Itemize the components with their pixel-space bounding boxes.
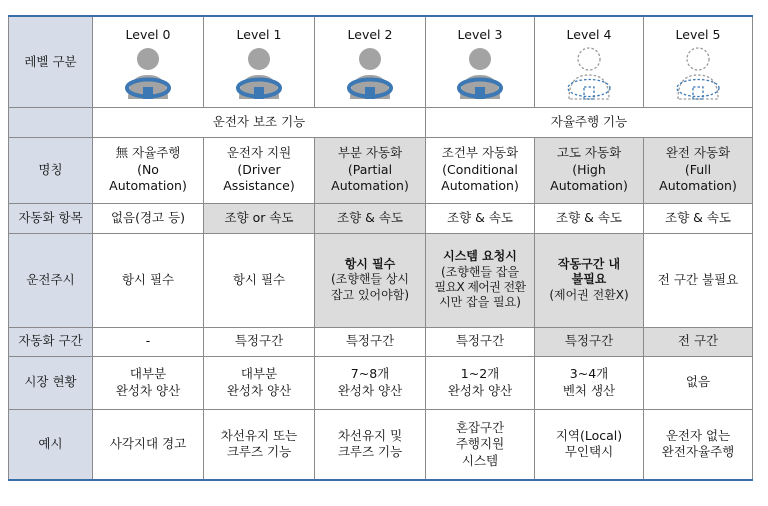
- group-driver-assist: 운전자 보조 기능: [93, 107, 426, 137]
- driver-attention-note: (조향핸들 상시: [330, 272, 410, 287]
- driver-attention-cell-1: 항시 필수: [204, 233, 315, 327]
- example-cell: 차선유지 및 크루즈 기능: [315, 409, 426, 480]
- driver-attention-cell-0: 항시 필수: [93, 233, 204, 327]
- driver-attention-bold: 항시 필수: [344, 256, 396, 271]
- level-row: [9, 16, 753, 107]
- name-en: (High: [572, 161, 606, 177]
- level-cell-2: [315, 16, 426, 107]
- driver-solid-icon: [228, 47, 290, 101]
- driver-solid-icon: [339, 47, 401, 101]
- driver-solid-icon: [117, 47, 179, 101]
- row-header-automation-item: 자동화 항목: [9, 203, 93, 233]
- driver-attention-bold: 불필요: [571, 272, 607, 287]
- level-label: Level 4: [566, 26, 612, 42]
- market-status-cell: 1~2개 완성차 양산: [426, 356, 535, 409]
- market-status-row: [9, 356, 753, 409]
- automation-item-cell: 조향 or 속도: [204, 203, 315, 233]
- automation-section-cell: 전 구간: [644, 327, 753, 356]
- automation-section-row: [9, 327, 753, 356]
- level-cell-0: [93, 16, 204, 107]
- driver-attention-cell-3: [426, 233, 535, 327]
- name-ko: 완전 자동화: [665, 145, 731, 161]
- name-ko: 조건부 자동화: [441, 145, 519, 161]
- driver-attention-cell-2: [315, 233, 426, 327]
- automation-item-cell: 없음(경고 등): [93, 203, 204, 233]
- name-en: Assistance): [223, 178, 295, 194]
- driver-dashed-icon: [558, 47, 620, 101]
- name-en: (Driver: [237, 161, 281, 177]
- driver-solid-icon: [449, 47, 511, 101]
- driver-attention-cell-4: [535, 233, 644, 327]
- market-status-cell: 없음: [644, 356, 753, 409]
- name-en: Automation): [441, 178, 519, 194]
- example-row: [9, 409, 753, 480]
- name-ko: 無 자율주행: [115, 145, 181, 161]
- row-header-market-status: 시장 현황: [9, 356, 93, 409]
- level-cell-5: [644, 16, 753, 107]
- driver-attention-note: (제어권 전환X): [549, 287, 629, 302]
- automation-item-cell: 조향 & 속도: [426, 203, 535, 233]
- driver-attention-note: 필요X 제어권 전환: [434, 280, 526, 294]
- example-cell: 차선유지 또는 크루즈 기능: [204, 409, 315, 480]
- example-cell: 운전자 없는 완전자율주행: [644, 409, 753, 480]
- name-en: (No: [137, 161, 159, 177]
- name-en: Automation): [109, 178, 187, 194]
- market-status-cell: 7~8개 완성차 양산: [315, 356, 426, 409]
- row-header-automation-section: 자동화 구간: [9, 327, 93, 356]
- name-cell-5: [644, 137, 753, 203]
- driver-attention-note: 잡고 있어야함): [330, 287, 410, 302]
- name-en: Automation): [331, 178, 409, 194]
- automation-item-row: [9, 203, 753, 233]
- level-cell-1: [204, 16, 315, 107]
- driver-dashed-icon: [667, 47, 729, 101]
- name-cell-3: [426, 137, 535, 203]
- group-row: [9, 107, 753, 137]
- name-en: Automation): [550, 178, 628, 194]
- name-cell-2: [315, 137, 426, 203]
- example-cell: 혼잡구간 주행지원 시스템: [426, 409, 535, 480]
- name-en: Automation): [659, 178, 737, 194]
- level-label: Level 2: [347, 26, 393, 42]
- driver-attention-note: (조향핸들 잡을: [440, 264, 520, 279]
- example-cell: 사각지대 경고: [93, 409, 204, 480]
- name-row: [9, 137, 753, 203]
- driver-attention-cell-5: 전 구간 불필요: [644, 233, 753, 327]
- market-status-cell: 대부분 완성차 양산: [93, 356, 204, 409]
- driver-attention-bold: 시스템 요청시: [443, 249, 517, 264]
- name-en: (Full: [684, 161, 712, 177]
- level-cell-4: [535, 16, 644, 107]
- driver-attention-note: 시만 잡을 필요): [439, 295, 521, 310]
- driver-attention-row: [9, 233, 753, 327]
- automation-section-cell: 특정구간: [315, 327, 426, 356]
- row-header-driver-attention: 운전주시: [9, 233, 93, 327]
- market-status-cell: 대부분 완성차 양산: [204, 356, 315, 409]
- level-label: Level 0: [125, 26, 171, 42]
- automation-item-cell: 조향 & 속도: [315, 203, 426, 233]
- example-cell: 지역(Local) 무인택시: [535, 409, 644, 480]
- level-label: Level 3: [457, 26, 503, 42]
- automation-section-cell: 특정구간: [204, 327, 315, 356]
- name-ko: 부분 자동화: [337, 145, 403, 161]
- automation-item-cell: 조향 & 속도: [535, 203, 644, 233]
- automation-section-cell: 특정구간: [535, 327, 644, 356]
- automation-level-table-wrapper: [8, 15, 752, 481]
- row-header-name: 명칭: [9, 137, 93, 203]
- level-label: Level 5: [675, 26, 721, 42]
- row-header-example: 예시: [9, 409, 93, 480]
- name-en: (Partial: [347, 161, 393, 177]
- level-label: Level 1: [236, 26, 282, 42]
- automation-item-cell: 조향 & 속도: [644, 203, 753, 233]
- name-en: (Conditional: [442, 161, 518, 177]
- name-cell-0: [93, 137, 204, 203]
- automation-section-cell: -: [93, 327, 204, 356]
- name-cell-4: [535, 137, 644, 203]
- market-status-cell: 3~4개 벤처 생산: [535, 356, 644, 409]
- name-ko: 운전자 지원: [226, 145, 292, 161]
- automation-level-table: [8, 15, 753, 481]
- automation-section-cell: 특정구간: [426, 327, 535, 356]
- driver-attention-bold: 작동구간 내: [557, 256, 621, 271]
- name-cell-1: [204, 137, 315, 203]
- name-ko: 고도 자동화: [556, 145, 622, 161]
- level-cell-3: [426, 16, 535, 107]
- group-autonomous: 자율주행 기능: [426, 107, 753, 137]
- row-header-level: 레벨 구분: [9, 16, 93, 107]
- group-row-header: [9, 107, 93, 137]
